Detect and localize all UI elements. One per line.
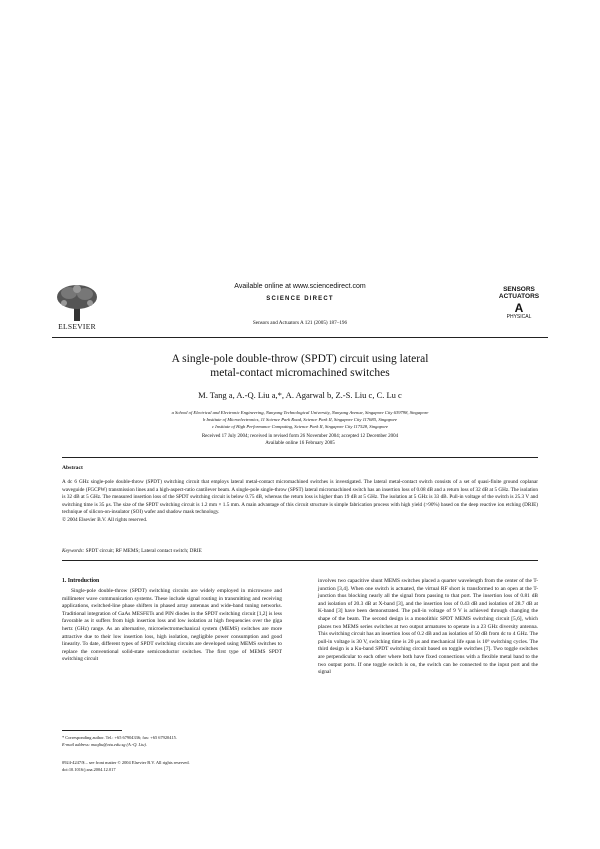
- corresponding-author: * Corresponding author. Tel.: +65 67904336; fax: +65 67920415.: [62, 735, 177, 740]
- title-line-2: metal-contact micromachined switches: [210, 367, 390, 379]
- title-line-1: A single-pole double-throw (SPDT) circuit using lateral: [171, 353, 429, 365]
- issn-line: 0924-4247/$ – see front matter © 2004 Elsevier B.V. All rights reserved.: [62, 760, 190, 765]
- affiliations: [80, 409, 520, 430]
- available-online-text: Available online at www.sciencedirect.com: [234, 283, 366, 290]
- section-heading-introduction: 1. Introduction: [62, 578, 100, 584]
- abstract-top-rule: [62, 457, 538, 458]
- elsevier-wordmark: ELSEVIER: [58, 322, 96, 331]
- affiliation-a: a School of Electrical and Electronic Engineering, Nanyang Technological University, Nanyang Avenue, Singapore City 639798, Singapore: [171, 410, 429, 415]
- keywords-list: SPDT circuit; RF MEMS; Lateral contact switch; DRIE: [85, 548, 202, 554]
- journal-citation: Sensors and Actuators A 121 (2005) 187–196: [252, 320, 348, 326]
- journal-logo-line3: A: [514, 301, 524, 315]
- article-dates: [100, 433, 500, 447]
- footnote: [62, 735, 282, 748]
- abstract-body: A dc 6 GHz single-pole double-throw (SPDT) switching circuit that employs lateral metal-contact micromachined switches is investigated. The lateral metal-contact switch consists of a set of quasi-finite ground coplanar waveguide (FGCPW) transmission lines and a high-aspect-ratio cantilever beam. A single-pole single-throw (SPST) lateral micromachined switch has an insertion loss of 0.08 dB and a return loss of 32 dB at 5 GHz. The isolation is 32 dB at 5 GHz. The measured insertion loss of the SPDT switching circuit is below 0.75 dB, whereas the return loss is higher than 19 dB at 5 GHz. The isolation at 5 GHz is 33 dB. Pull-in voltage of the switch is 25.3 V and switching time is 35 μs. The size of the SPDT switching circuit is 1.2 mm × 1.5 mm. A main advantage of this circuit structure is simple fabrication process with high yield (>90%) based on the deep reactive ion etching (DRIE) technique of silicon-on-insulator (SOI) wafer and shadow mask technology.: [62, 479, 538, 516]
- keywords-label: Keywords:: [62, 548, 85, 554]
- email-address: E-mail address: maqliu@ntu.edu.sg (A.-Q. Liu).: [62, 741, 147, 747]
- abstract-heading: Abstract: [62, 465, 83, 471]
- abstract-bottom-rule: [62, 560, 538, 561]
- journal-logo-line4: PHYSICAL: [506, 314, 532, 320]
- author-list: M. Tang a, A.-Q. Liu a,*, A. Agarwal b, Z.-S. Liu c, C. Lu c: [198, 390, 402, 400]
- front-matter-info: [62, 760, 282, 774]
- received-dates: Received 17 July 2004; received in revised form 26 November 2004; accepted 12 December 2004: [201, 434, 399, 439]
- journal-logo-line2: ACTUATORS: [498, 292, 540, 300]
- footnote-rule: [62, 730, 122, 731]
- affiliation-b: b Institute of Microelectronics, 11 Science Park Road, Science Park II, Singapore City 117685, Singapore: [202, 417, 398, 422]
- keywords: [62, 548, 538, 554]
- article-title: [100, 352, 500, 380]
- left-column-text: Single-pole double-throw (SPDT) switching circuits are widely employed in microwave and millimeter wave communication systems. These include signal routing in transmitting and receiving applications, switched-line phase shifters in phased array antennas and wide-band tuning networks. Traditional integration of GaAs MESFETs and PIN diodes in the SPDT switching circuit [1,2] is less favorable as it suffers from high insertion loss and low isolation at high frequencies over the giga hertz (GHz) range. As an alternative, microelectromechanical system (MEMS) switches are more attractive due to their low insertion loss, high isolation, negligible power consumption and good linearity. To date, different types of SPDT switching circuits are developed using MEMS switches to replace the conventional solid-state semiconductor switches. The first type of MEMS SPDT switching circuit: [62, 588, 282, 663]
- abstract-text: [62, 479, 538, 524]
- abstract-copyright: © 2004 Elsevier B.V. All rights reserved.: [62, 516, 148, 523]
- sensors-actuators-logo: [494, 287, 544, 327]
- available-date: Available online 16 February 2005: [265, 441, 335, 446]
- doi-line: doi:10.1016/j.sna.2004.12.017: [62, 766, 116, 772]
- right-column-text: involves two capacitive shunt MEMS switches placed a quarter wavelength from the center of the T-junction [3,4]. When one switch is actuated, the virtual RF short is transformed to an open at the T-junction thus blocking nearly all the signal from passing to that port. The insertion loss of 0.81 dB and isolation of 20.3 dB at X-band [3], and the insertion loss of 0.43 dB and isolation of 28.7 dB at K-band [3] have been demonstrated. The pull-in voltage of 9 V is achieved through changing the shape of the beam. The second design is a monolithic SPDT MEMS switching circuit [5,6], which places two MEMS series switches at two output armatures to operate in a 23 GHz diversity antenna. This switching circuit has an insertion loss of 0.2 dB and an isolation of 50 dB from dc to 4 GHz. The pull-in voltage is 30 V, switching time is 20 μs and mechanical life span is 10⁹ switching cycles. The third design is a Ku-band SPDT switching circuit based on toggle switches [7]. Two toggle switches are perpendicular to each other where both have fixed connections with a flexible metal band to the two output ports. If one toggle switch is on, the switch can be connected to the input port and the signal: [318, 578, 538, 676]
- elsevier-tree-logo: [52, 283, 102, 323]
- header-rule: [52, 337, 548, 338]
- sciencedirect-logo: SCIENCE DIRECT: [266, 296, 334, 302]
- affiliation-c: c Institute of High Performance Computing, Science Park II, Singapore City 117528, Singapore: [211, 424, 389, 429]
- journal-logo-line1: SENSORS: [503, 286, 535, 293]
